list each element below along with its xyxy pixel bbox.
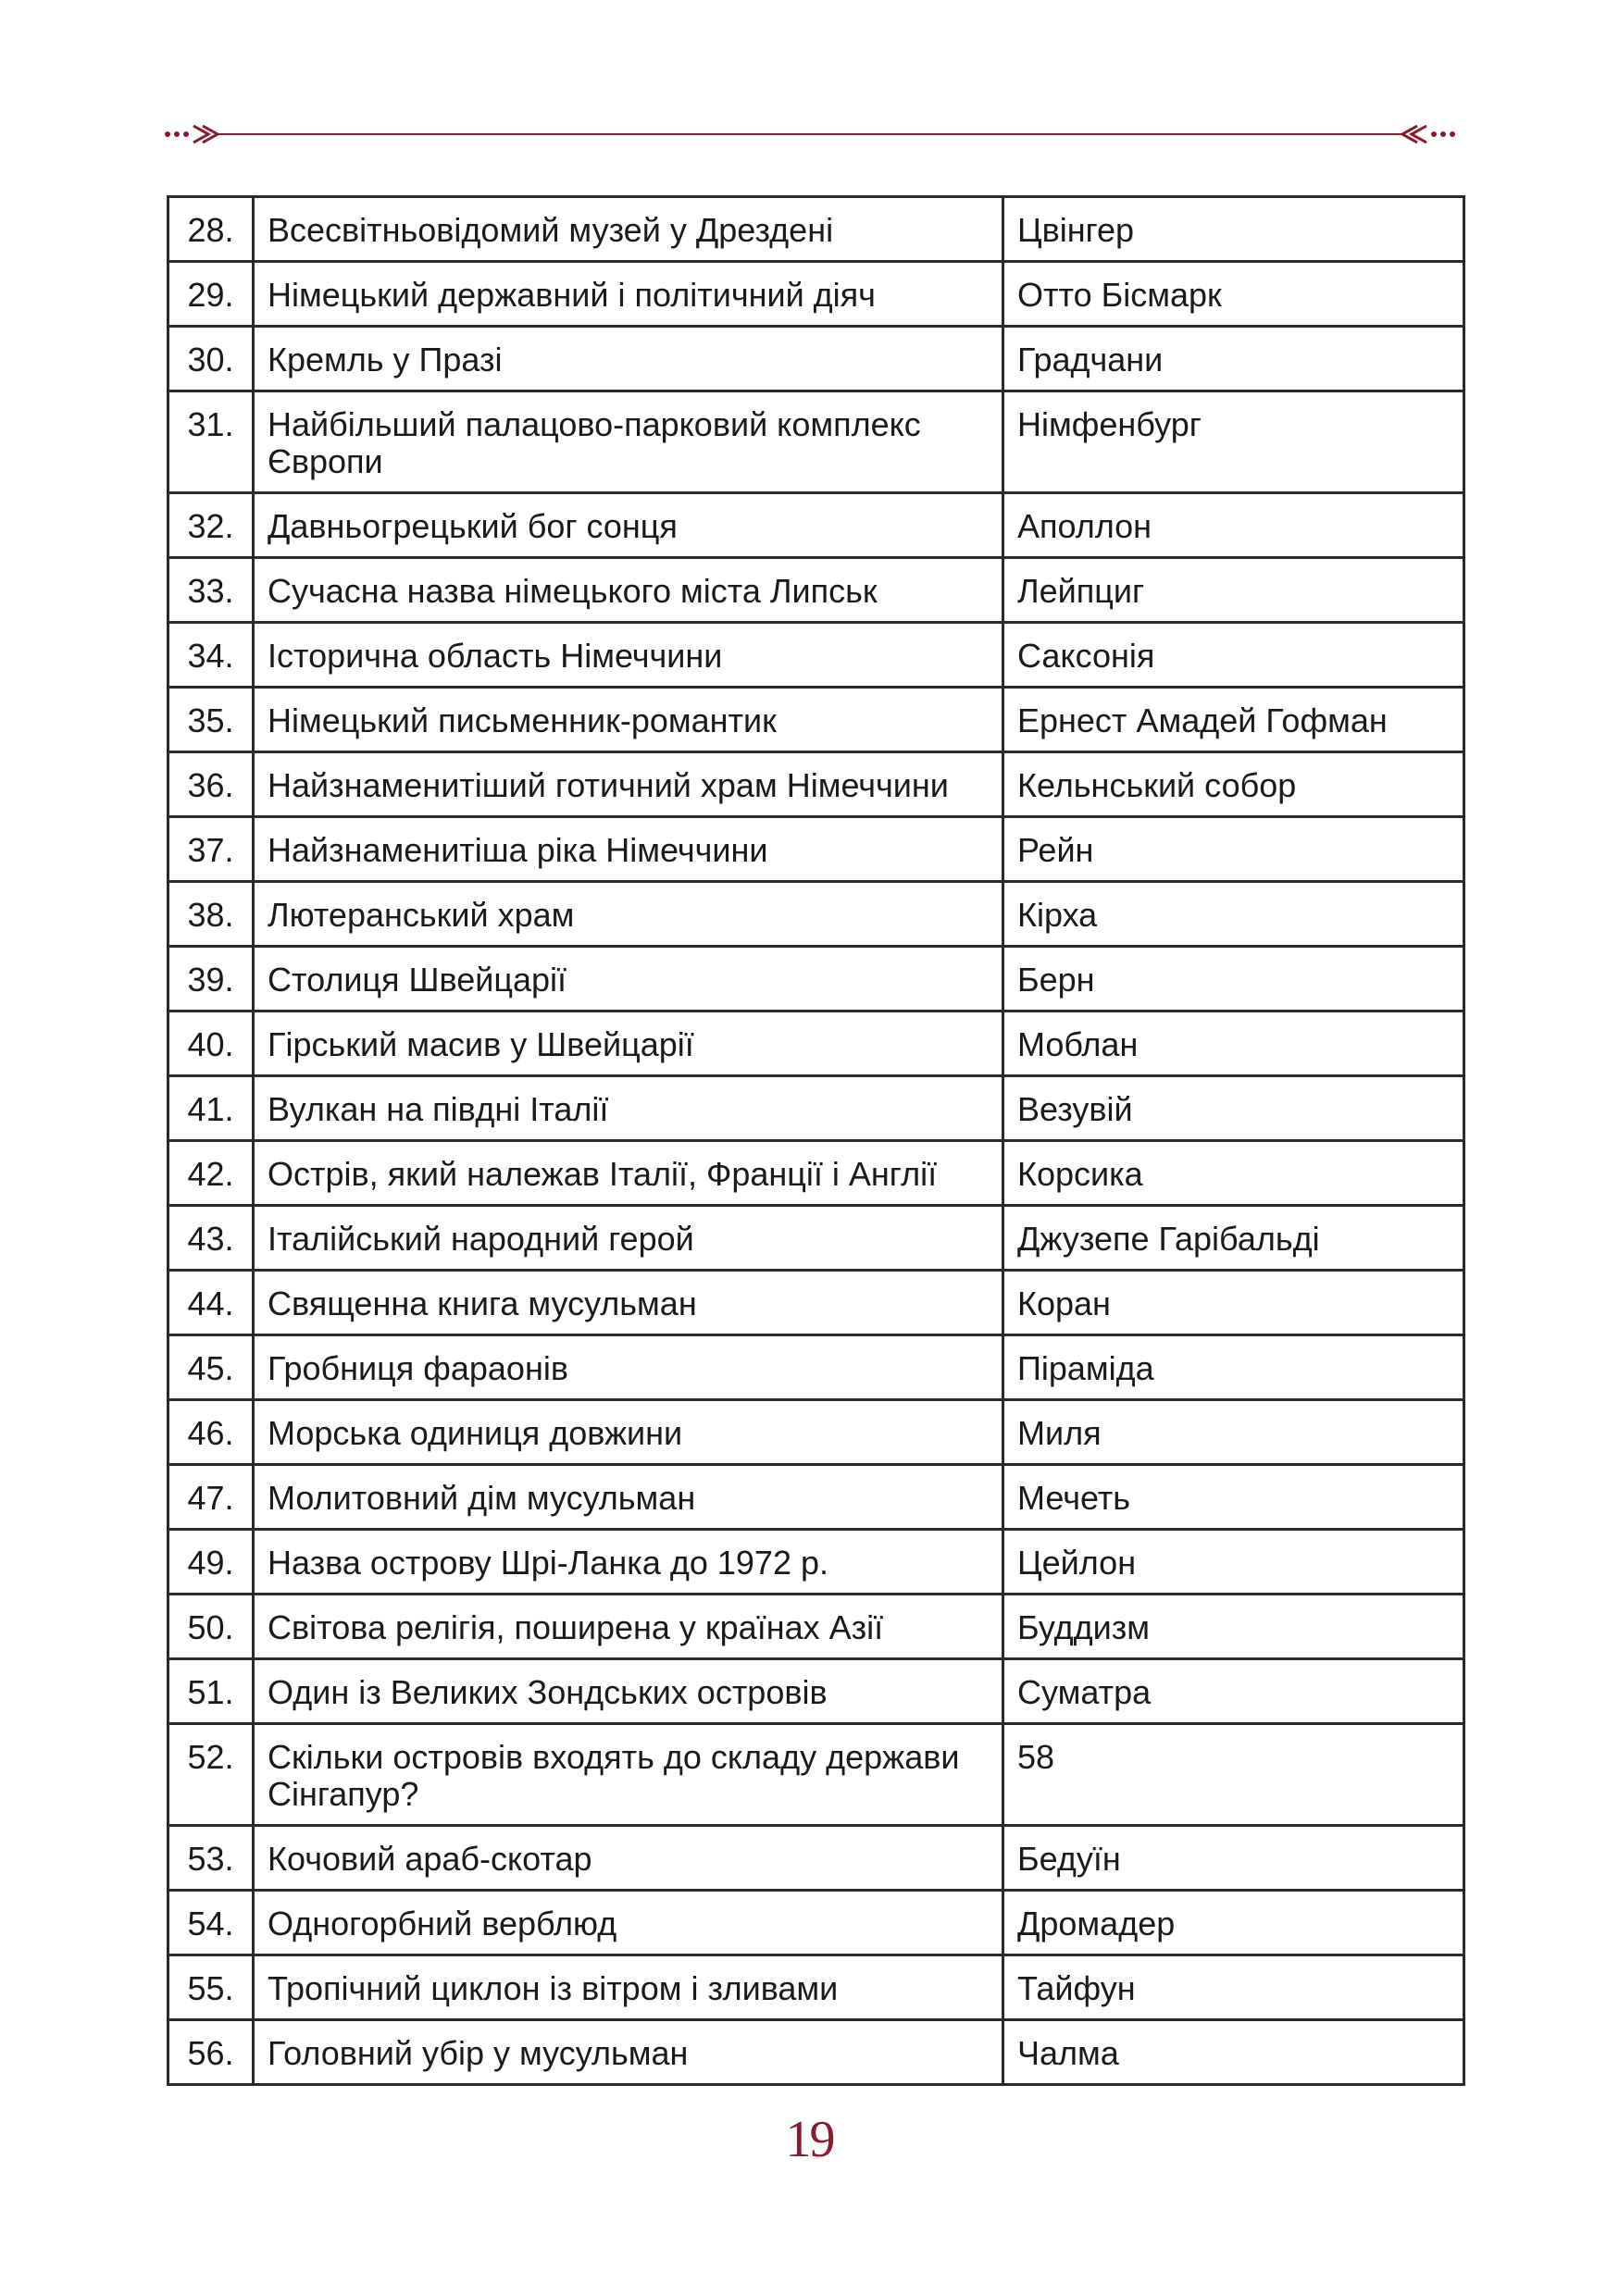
glossary-table-body [168,197,1464,2085]
row-number: 41. [168,1076,254,1141]
row-number: 45. [168,1335,254,1400]
row-number: 37. [168,817,254,882]
row-question: Головний убір у мусульман [254,2020,1003,2085]
row-question: Найзнаменитіший готичний храм Німеччини [254,752,1003,817]
table-row [168,1335,1464,1400]
row-number: 52. [168,1724,254,1826]
row-number: 35. [168,688,254,752]
row-answer: Аполлон [1003,493,1464,558]
row-question: Світова релігія, поширена у країнах Азії [254,1595,1003,1659]
row-question: Молитовний дім мусульман [254,1465,1003,1530]
row-question: Гірський масив у Швейцарії [254,1011,1003,1076]
row-question: Лютеранський храм [254,882,1003,947]
table-row [168,947,1464,1011]
row-answer: Дромадер [1003,1891,1464,1955]
row-answer: Рейн [1003,817,1464,882]
table-row [168,623,1464,688]
row-question: Тропічний циклон із вітром і зливами [254,1955,1003,2020]
row-number: 47. [168,1465,254,1530]
row-question: Історична область Німеччини [254,623,1003,688]
table-row [168,1659,1464,1724]
decorative-arrow-rule-icon [162,118,1458,150]
row-question: Всесвітньовідомий музей у Дрездені [254,197,1003,262]
row-answer: Суматра [1003,1659,1464,1724]
row-question: Найбільший палацово-парковий комплекс Європи [254,391,1003,493]
row-number: 30. [168,327,254,391]
row-number: 34. [168,623,254,688]
row-answer: Цвінгер [1003,197,1464,262]
table-row [168,2020,1464,2085]
row-question: Давньогрецький бог сонця [254,493,1003,558]
row-number: 46. [168,1400,254,1465]
table-row [168,1076,1464,1141]
row-number: 55. [168,1955,254,2020]
glossary-table [167,195,1465,2086]
row-answer: Піраміда [1003,1335,1464,1400]
row-number: 39. [168,947,254,1011]
row-answer: Моблан [1003,1011,1464,1076]
table-row [168,1206,1464,1271]
table-row [168,1530,1464,1595]
row-question: Одногорбний верблюд [254,1891,1003,1955]
row-number: 43. [168,1206,254,1271]
table-row [168,1141,1464,1206]
row-number: 33. [168,558,254,623]
row-answer: Корсика [1003,1141,1464,1206]
row-number: 31. [168,391,254,493]
row-question: Німецький державний і політичний діяч [254,262,1003,327]
row-answer: Чалма [1003,2020,1464,2085]
table-row [168,1011,1464,1076]
table-row [168,882,1464,947]
row-answer: Буддизм [1003,1595,1464,1659]
row-question: Один із Великих Зондських островів [254,1659,1003,1724]
row-number: 38. [168,882,254,947]
table-row [168,558,1464,623]
row-number: 29. [168,262,254,327]
row-answer: Тайфун [1003,1955,1464,2020]
table-row [168,1595,1464,1659]
row-question: Найзнаменитіша ріка Німеччини [254,817,1003,882]
row-answer: Бедуїн [1003,1826,1464,1891]
row-answer: Отто Бісмарк [1003,262,1464,327]
table-row [168,197,1464,262]
row-answer: Саксонія [1003,623,1464,688]
row-question: Острів, який належав Італії, Франції і Англії [254,1141,1003,1206]
row-answer: 58 [1003,1724,1464,1826]
table-row [168,1400,1464,1465]
row-question: Морська одиниця довжини [254,1400,1003,1465]
row-answer: Ернест Амадей Гофман [1003,688,1464,752]
table-row [168,1271,1464,1335]
row-answer: Кельнський собор [1003,752,1464,817]
row-number: 36. [168,752,254,817]
row-number: 49. [168,1530,254,1595]
row-number: 54. [168,1891,254,1955]
row-answer: Коран [1003,1271,1464,1335]
row-answer: Миля [1003,1400,1464,1465]
table-row [168,1724,1464,1826]
table-row [168,1955,1464,2020]
row-number: 28. [168,197,254,262]
row-question: Гробниця фараонів [254,1335,1003,1400]
table-row [168,1826,1464,1891]
row-answer: Цейлон [1003,1530,1464,1595]
row-question: Кочовий араб-скотар [254,1826,1003,1891]
row-number: 32. [168,493,254,558]
row-question: Німецький письменник-романтик [254,688,1003,752]
row-question: Столиця Швейцарії [254,947,1003,1011]
row-question: Священна книга мусульман [254,1271,1003,1335]
row-answer: Везувій [1003,1076,1464,1141]
row-answer: Джузепе Гарібальді [1003,1206,1464,1271]
row-number: 42. [168,1141,254,1206]
table-row [168,752,1464,817]
row-answer: Лейпциг [1003,558,1464,623]
table-row [168,1891,1464,1955]
row-answer: Берн [1003,947,1464,1011]
row-number: 56. [168,2020,254,2085]
row-number: 40. [168,1011,254,1076]
table-row [168,688,1464,752]
row-number: 51. [168,1659,254,1724]
table-row [168,493,1464,558]
row-answer: Кірха [1003,882,1464,947]
row-answer: Німфенбург [1003,391,1464,493]
row-question: Скільки островів входять до складу держави Сінгапур? [254,1724,1003,1826]
row-answer: Мечеть [1003,1465,1464,1530]
table-row [168,1465,1464,1530]
row-question: Сучасна назва німецького міста Липськ [254,558,1003,623]
table-row [168,262,1464,327]
row-number: 50. [168,1595,254,1659]
row-number: 44. [168,1271,254,1335]
page-number: 19 [785,2111,834,2168]
row-number: 53. [168,1826,254,1891]
table-row [168,391,1464,493]
row-answer: Градчани [1003,327,1464,391]
row-question: Італійський народний герой [254,1206,1003,1271]
row-question: Кремль у Празі [254,327,1003,391]
table-row [168,817,1464,882]
row-question: Вулкан на півдні Італії [254,1076,1003,1141]
table-row [168,327,1464,391]
row-question: Назва острову Шрі-Ланка до 1972 р. [254,1530,1003,1595]
